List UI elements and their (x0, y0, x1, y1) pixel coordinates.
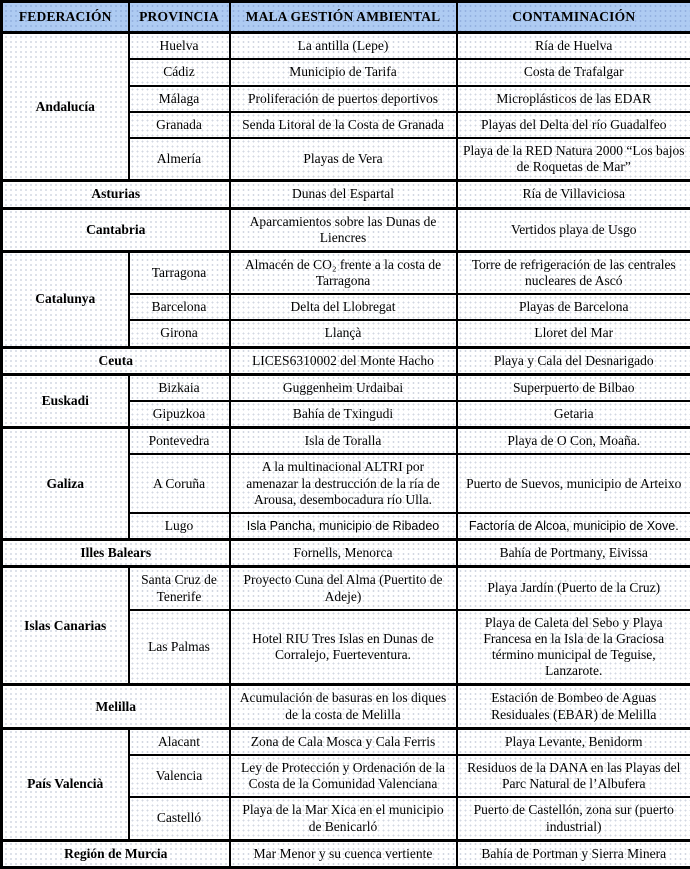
table-row (2, 540, 690, 567)
mismanagement-cell: Hotel RIU Tres Islas en Dunas de Corralejo, Fuerteventura. (230, 610, 457, 685)
table-header (2, 2, 690, 33)
mismanagement-cell: Bahía de Txingudi (230, 401, 457, 428)
pollution-cell: Superpuerto de Bilbao (457, 374, 690, 401)
pollution-cell: Getaria (457, 401, 690, 428)
mismanagement-cell: Delta del Llobregat (230, 294, 457, 320)
mismanagement-cell: Dunas del Espartal (230, 181, 457, 208)
table-row (2, 728, 690, 755)
pollution-cell: Ría de Huelva (457, 33, 690, 60)
province-cell: Málaga (129, 86, 230, 112)
table-row (2, 685, 690, 728)
pollution-cell: Ría de Villaviciosa (457, 181, 690, 208)
mismanagement-cell: Zona de Cala Mosca y Cala Ferris (230, 728, 457, 755)
province-cell: Granada (129, 112, 230, 138)
federation-cell: Andalucía (2, 33, 129, 181)
mismanagement-cell: Municipio de Tarifa (230, 59, 457, 85)
federation-cell: Euskadi (2, 374, 129, 427)
column-header-0: FEDERACIÓN (2, 2, 129, 33)
mismanagement-cell: Playa de la Mar Xica en el municipio de Benicarló (230, 797, 457, 840)
mismanagement-cell: La antilla (Lepe) (230, 33, 457, 60)
mismanagement-cell: Aparcamientos sobre las Dunas de Liencres (230, 208, 457, 251)
pollution-cell: Playa de O Con, Moaña. (457, 428, 690, 455)
table-row (2, 208, 690, 251)
mismanagement-cell: LICES6310002 del Monte Hacho (230, 347, 457, 374)
mismanagement-cell: Playas de Vera (230, 138, 457, 181)
province-cell: Gipuzkoa (129, 401, 230, 428)
table-row (2, 33, 690, 60)
mismanagement-cell: Senda Litoral de la Costa de Granada (230, 112, 457, 138)
pollution-cell: Bahía de Portman y Sierra Minera (457, 840, 690, 867)
table-body (2, 33, 690, 868)
province-cell: A Coruña (129, 454, 230, 513)
pollution-cell: Playa de Caleta del Sebo y Playa Francesa en la Isla de la Graciosa término municipal de Teguise, Lanzarote. (457, 610, 690, 685)
table-row (2, 181, 690, 208)
mismanagement-cell: Fornells, Menorca (230, 540, 457, 567)
federation-cell: Catalunya (2, 251, 129, 347)
federation-cell: Galiza (2, 428, 129, 540)
federation-cell: País Valencià (2, 728, 129, 840)
mismanagement-cell: Llançà (230, 320, 457, 347)
pollution-cell: Microplásticos de las EDAR (457, 86, 690, 112)
table-row (2, 251, 690, 294)
pollution-cell: Playa y Cala del Desnarigado (457, 347, 690, 374)
province-cell: Barcelona (129, 294, 230, 320)
column-header-1: PROVINCIA (129, 2, 230, 33)
pollution-cell: Lloret del Mar (457, 320, 690, 347)
pollution-cell: Residuos de la DANA en las Playas del Parc Natural de l’Albufera (457, 755, 690, 797)
province-cell: Alacant (129, 728, 230, 755)
federation-cell: Islas Canarias (2, 567, 129, 685)
province-cell: Lugo (129, 513, 230, 540)
mismanagement-cell: A la multinacional ALTRI por amenazar la destrucción de la ría de Arousa, desembocadura río Ulla. (230, 454, 457, 513)
federation-cell: Región de Murcia (2, 840, 230, 867)
federation-cell: Melilla (2, 685, 230, 728)
province-cell: Huelva (129, 33, 230, 60)
header-row (2, 2, 690, 33)
pollution-cell: Playas de Barcelona (457, 294, 690, 320)
mismanagement-cell: Mar Menor y su cuenca vertiente (230, 840, 457, 867)
mismanagement-cell: Isla Pancha, municipio de Ribadeo (230, 513, 457, 540)
province-cell: Santa Cruz de Tenerife (129, 567, 230, 610)
table-row (2, 428, 690, 455)
mismanagement-cell: Acumulación de basuras en los diques de la costa de Melilla (230, 685, 457, 728)
pollution-cell: Bahía de Portmany, Eivissa (457, 540, 690, 567)
pollution-cell: Playa Levante, Benidorm (457, 728, 690, 755)
province-cell: Tarragona (129, 251, 230, 294)
pollution-cell: Puerto de Suevos, municipio de Arteixo (457, 454, 690, 513)
pollution-cell: Playa de la RED Natura 2000 “Los bajos de Roquetas de Mar” (457, 138, 690, 181)
federation-cell: Ceuta (2, 347, 230, 374)
province-cell: Bizkaia (129, 374, 230, 401)
province-cell: Valencia (129, 755, 230, 797)
pollution-cell: Vertidos playa de Usgo (457, 208, 690, 251)
province-cell: Almería (129, 138, 230, 181)
table-row (2, 347, 690, 374)
mismanagement-cell: Ley de Protección y Ordenación de la Costa de la Comunidad Valenciana (230, 755, 457, 797)
table-row (2, 374, 690, 401)
province-cell: Pontevedra (129, 428, 230, 455)
province-cell: Cádiz (129, 59, 230, 85)
federation-cell: Cantabria (2, 208, 230, 251)
federation-cell: Asturias (2, 181, 230, 208)
pollution-cell: Playa Jardín (Puerto de la Cruz) (457, 567, 690, 610)
province-cell: Girona (129, 320, 230, 347)
pollution-cell: Costa de Trafalgar (457, 59, 690, 85)
mismanagement-cell: Almacén de CO₂ frente a la costa de Tarragona (230, 251, 457, 294)
pollution-cell: Factoría de Alcoa, municipio de Xove. (457, 513, 690, 540)
mismanagement-cell: Proyecto Cuna del Alma (Puertito de Adeje) (230, 567, 457, 610)
column-header-2: MALA GESTIÓN AMBIENTAL (230, 2, 457, 33)
province-cell: Castelló (129, 797, 230, 840)
pollution-cell: Torre de refrigeración de las centrales nucleares de Ascó (457, 251, 690, 294)
table-row (2, 567, 690, 610)
mismanagement-cell: Isla de Toralla (230, 428, 457, 455)
mismanagement-cell: Proliferación de puertos deportivos (230, 86, 457, 112)
pollution-cell: Estación de Bombeo de Aguas Residuales (EBAR) de Melilla (457, 685, 690, 728)
column-header-3: CONTAMINACIÓN (457, 2, 690, 33)
federation-cell: Illes Balears (2, 540, 230, 567)
province-cell: Las Palmas (129, 610, 230, 685)
pollution-cell: Puerto de Castellón, zona sur (puerto industrial) (457, 797, 690, 840)
table-row (2, 840, 690, 867)
mismanagement-cell: Guggenheim Urdaibai (230, 374, 457, 401)
pollution-cell: Playas del Delta del río Guadalfeo (457, 112, 690, 138)
